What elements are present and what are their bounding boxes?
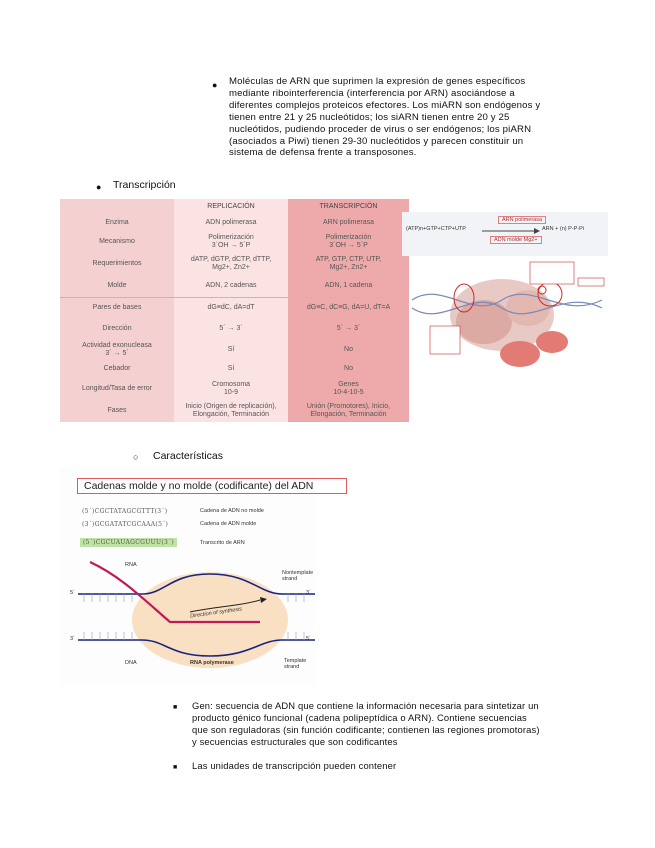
label-template: Template strand (284, 658, 307, 670)
transcripcion-cell: ARN polimerasa (288, 215, 409, 231)
label-polymerase: RNA polymerase (190, 660, 234, 666)
units-text: Las unidades de transcripción pueden contener (192, 760, 397, 771)
row-label: Pares de bases (60, 298, 174, 319)
row-label: Requerimientos (60, 253, 174, 275)
rna-polymerase-bubble (132, 572, 288, 668)
transcripcion-cell: Polimerización 3´OH → 5´P (288, 231, 409, 253)
reaction-top: ARN polimerasa (498, 216, 546, 224)
intro-line: Moléculas de ARN que suprimen la expresión de genes específicos (229, 76, 526, 87)
reaction-box (402, 212, 608, 256)
table-row (60, 215, 409, 231)
seq-template-label: Cadena de ADN molde (200, 521, 257, 527)
header-cell-transcripcion: TRANSCRIPCIÓN (288, 199, 409, 215)
label-nontemplate: Nontemplate strand (282, 570, 314, 582)
table-header-row (60, 199, 409, 215)
gen-bullet: ■ (173, 704, 178, 711)
seq-nontemplate: (5´)CGCTATAGCGTTT(3´) (82, 508, 168, 515)
label-three-prime-bottom: 3´ (70, 636, 75, 642)
table-row (60, 231, 409, 253)
comparison-table-wrapper (60, 199, 409, 422)
transcripcion-cell: No (288, 340, 409, 360)
table-row (60, 253, 409, 275)
intro-line: (asociados a Piwi) tienen 29-30 nucleótidos y parecen constituir un (229, 135, 524, 147)
row-label: Dirección (60, 318, 174, 340)
transcripcion-cell: 5´ → 3´ (288, 318, 409, 340)
row-label: Actividad exonucleasa 3´ → 5´ (60, 340, 174, 360)
gen-paragraph (192, 700, 578, 748)
row-label: Cebador (60, 360, 174, 378)
seq-transcript: (5´)CGCUAUAGCGUUU(3´) (80, 538, 177, 547)
gen-line: y secuencias estructurales que son codificantes (192, 735, 398, 747)
transcripcion-cell: ATP, GTP, CTP, UTP, Mg2+, Zn2+ (288, 253, 409, 275)
transcripcion-cell: No (288, 360, 409, 378)
table-row (60, 378, 409, 400)
label-dna: DNA (125, 660, 137, 666)
transcripcion-cell: Unión (Promotores), Inicio, Elongación, Terminación (288, 400, 409, 422)
label-five-prime-bottom: 5´ (306, 636, 311, 642)
row-label: Mecanismo (60, 231, 174, 253)
replicacion-cell: ADN, 2 cadenas (174, 275, 288, 298)
reaction-right: ARN + (n) P-P-Pi (542, 226, 585, 232)
label-five-prime-top: 5´ (70, 590, 75, 596)
table-row (60, 318, 409, 340)
transcripcion-cell: Genes 10-4-10-5 (288, 378, 409, 400)
label-three-prime-top: 3´ (306, 590, 311, 596)
replicacion-cell: Sí (174, 360, 288, 378)
reaction-left: (ATP)n+GTP+CTP+UTP (406, 226, 466, 232)
intro-line: sistema de defensa frente a transposones. (229, 147, 417, 159)
row-label: Longitud/Tasa de error (60, 378, 174, 400)
table-row (60, 275, 409, 298)
strands-title: Cadenas molde y no molde (codificante) del ADN (77, 478, 347, 494)
transcripcion-cell: ADN, 1 cadena (288, 275, 409, 298)
header-cell-replicacion: REPLICACIÓN (174, 199, 288, 215)
subheading: Características (153, 450, 224, 462)
polymerase-illustration (402, 260, 608, 370)
row-label: Molde (60, 275, 174, 298)
intro-line: diferentes complejos proteicos efectores. Los miARN son endógenos y (229, 99, 541, 111)
table-row (60, 340, 409, 360)
heading-bullet: ● (96, 182, 102, 192)
transcripcion-cell: dG≡C, dC≡G, dA=U, dT=A (288, 298, 409, 319)
label-rna: RNA (125, 562, 137, 568)
replicacion-cell: Cromosoma 10-9 (174, 378, 288, 400)
seq-template: (3´)GCGATATCGCAAA(5´) (82, 521, 169, 528)
row-label: Fases (60, 400, 174, 422)
gen-line: Gen: secuencia de ADN que contiene la información necesaria para sintetizar un (192, 700, 539, 711)
reaction-bottom: ADN molde Mg2+ (490, 236, 542, 244)
intro-line: mediante ribointerferencia (interferencia por ARN) asociándose a (229, 87, 515, 99)
replicacion-cell: Polimerización 3´OH → 5´P (174, 231, 288, 253)
row-label: Enzima (60, 215, 174, 231)
replicacion-cell: Inicio (Origen de replicación), Elongación, Terminación (174, 400, 288, 422)
strands-figure (60, 468, 315, 686)
intro-bullet: ● (212, 80, 218, 90)
section-heading: Transcripción (113, 179, 176, 191)
intro-paragraph (229, 76, 577, 159)
table-row (60, 400, 409, 422)
header-cell-empty (60, 199, 174, 215)
replicacion-cell: ADN polimerasa (174, 215, 288, 231)
reaction-arrow-icon (482, 228, 540, 234)
replicacion-cell: dG≡dC, dA=dT (174, 298, 288, 319)
gen-line: que son reguladoras (sin función codificante; contienen las regiones promotoras) (192, 723, 540, 735)
subheading-bullet: ○ (133, 452, 139, 462)
intro-line: nucleótidos, pudiendo proceder de virus o ser endógenos; los piARN (229, 123, 532, 135)
transcription-bubble-illustration (60, 556, 315, 686)
replicacion-cell: Sí (174, 340, 288, 360)
rna-polymerase-figure (402, 212, 608, 370)
gen-line: producto génico funcional (cadena polipeptídica o ARN). Contiene secuencias (192, 711, 527, 723)
seq-nontemplate-label: Cadena de ADN no molde (200, 508, 264, 514)
intro-line: tienen entre 21 y 25 nucleótidos; los siARN tienen entre 20 y 25 (229, 111, 510, 123)
table-row (60, 360, 409, 378)
polymerase-blob-icon (450, 279, 568, 367)
table-row (60, 298, 409, 319)
label-direction: Direction of synthesis (189, 606, 243, 620)
units-bullet: ■ (173, 764, 178, 771)
replicacion-cell: dATP, dGTP, dCTP, dTTP, Mg2+, Zn2+ (174, 253, 288, 275)
seq-transcript-label: Transcrito de ARN (200, 540, 245, 546)
comparison-table (60, 199, 409, 422)
replicacion-cell: 5´ → 3´ (174, 318, 288, 340)
